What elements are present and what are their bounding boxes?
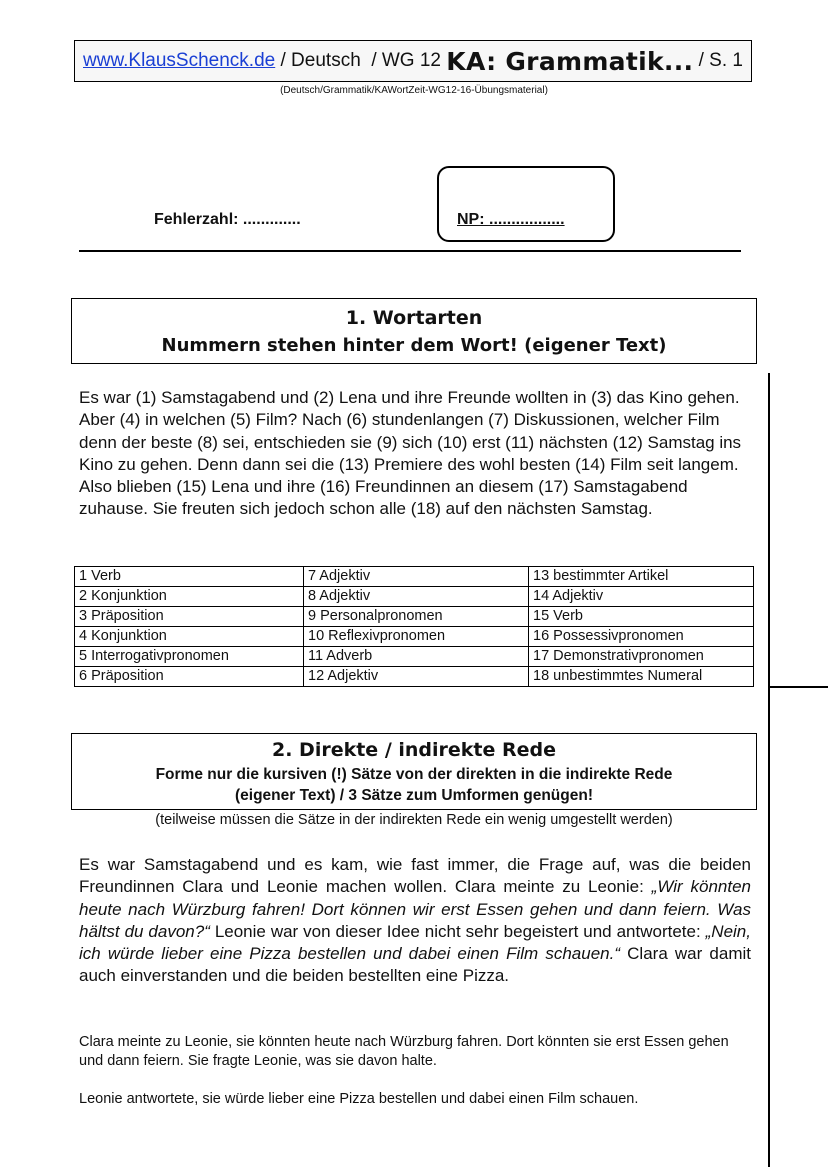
section2-text [79, 854, 751, 988]
section2-italic-quote1: „Wir könnten heute nach Würzburg fahren! Dort können wir erst Essen gehen und dann feiern. Was hältst du davon?“ [79, 877, 751, 941]
table-cell: 15 Verb [529, 607, 754, 627]
section2-subtitle-line1: Forme nur die kursiven (!) Sätze von der direkten in die indirekte Rede [155, 766, 673, 783]
section2-note: (teilweise müssen die Sätze in der indirekten Rede ein wenig umgestellt werden) [155, 812, 673, 828]
header-separator: / [693, 50, 710, 71]
section2-text-part1: Es war Samstagabend und es kam, wie fast immer, die Frage auf, was die beiden Freundinnen Clara und Leonie machen wollen. Clara meinte zu Leonie: [79, 855, 751, 897]
page-number: S. 1 [709, 50, 743, 71]
table-cell: 2 Konjunktion [75, 587, 304, 607]
table-row [75, 647, 754, 667]
table-cell: 10 Reflexivpronomen [304, 627, 529, 647]
table-row [75, 627, 754, 647]
section2-heading-box [71, 733, 757, 810]
table-cell: 5 Interrogativpronomen [75, 647, 304, 667]
error-count-field: Fehlerzahl: ............. [154, 211, 301, 228]
margin-line-horizontal [768, 686, 828, 688]
answer-paragraph-1: Clara meinte zu Leonie, sie könnten heute nach Würzburg fahren. Dort könnten sie erst Essen gehen und dann feiern. Sie fragte Leonie, was sie davon halte. [79, 1034, 729, 1069]
answer-paragraph-2: Leonie antwortete, sie würde lieber eine Pizza bestellen und dabei einen Film schauen. [79, 1091, 639, 1107]
section2-italic-quote2: „Nein, ich würde lieber eine Pizza bestellen und dabei einen Film schauen.“ [79, 921, 751, 964]
section2-title: 2. Direkte / indirekte Rede [272, 739, 556, 761]
file-path-note: (Deutsch/Grammatik/KAWortZeit-WG12-16-Übungsmaterial) [280, 85, 548, 96]
table-cell: 9 Personalpronomen [304, 607, 529, 627]
header-title: KA: Grammatik... [446, 46, 694, 76]
section2-instruction [72, 764, 756, 806]
section1-heading-box [71, 298, 757, 364]
margin-line-vertical [768, 373, 770, 1167]
section1-title: 1. Wortarten [345, 307, 483, 329]
table-cell: 3 Präposition [75, 607, 304, 627]
table-cell: 14 Adjektiv [529, 587, 754, 607]
section1-subtitle: Nummern stehen hinter dem Wort! (eigener Text) [161, 335, 667, 356]
np-score-box [437, 166, 615, 242]
table-cell: 18 unbestimmtes Numeral [529, 667, 754, 687]
table-row [75, 567, 754, 587]
table-cell: 12 Adjektiv [304, 667, 529, 687]
table-cell: 1 Verb [75, 567, 304, 587]
header-divider [79, 250, 741, 252]
table-cell: 7 Adjektiv [304, 567, 529, 587]
section1-text: Es war (1) Samstagabend und (2) Lena und ihre Freunde wollten in (3) das Kino gehen. Aber (4) in welchen (5) Film? Nach (6) stundenlangen (7) Diskussionen, welcher Film denn der beste (8) sei, entschieden sie (9) sich (10) erst (11) nächsten (12) Samstag ins Kino zu gehen. Denn dann sei die (13) Premiere des wohl besten (14) Film seit langem. Also blieben (15) Lena und ihre (16) Freundinnen an diesem (17) Samstagabend zuhause. Sie freuten sich jedoch schon alle (18) auf den nächsten Samstag. [79, 388, 742, 519]
np-score-field: NP: ................. [457, 211, 565, 228]
table-cell: 11 Adverb [304, 647, 529, 667]
word-type-table [74, 566, 754, 687]
table-row [75, 587, 754, 607]
table-cell: 6 Präposition [75, 667, 304, 687]
table-cell: 13 bestimmter Artikel [529, 567, 754, 587]
page-header [74, 40, 752, 82]
section2-subtitle-line2: (eigener Text) / 3 Sätze zum Umformen genügen! [235, 787, 593, 804]
section2-text-part2: Leonie war von dieser Idee nicht sehr begeistert und antwortete: [209, 921, 706, 941]
site-link[interactable]: www.KlausSchenck.de [83, 50, 276, 71]
table-row [75, 667, 754, 687]
table-cell: 4 Konjunktion [75, 627, 304, 647]
section2-text-part3: Clara war damit auch einverstanden und die beiden bestellten eine Pizza. [79, 944, 751, 986]
header-course: / Deutsch / WG 12 [275, 50, 447, 71]
table-row [75, 607, 754, 627]
table-cell: 8 Adjektiv [304, 587, 529, 607]
table-cell: 17 Demonstrativpronomen [529, 647, 754, 667]
table-cell: 16 Possessivpronomen [529, 627, 754, 647]
